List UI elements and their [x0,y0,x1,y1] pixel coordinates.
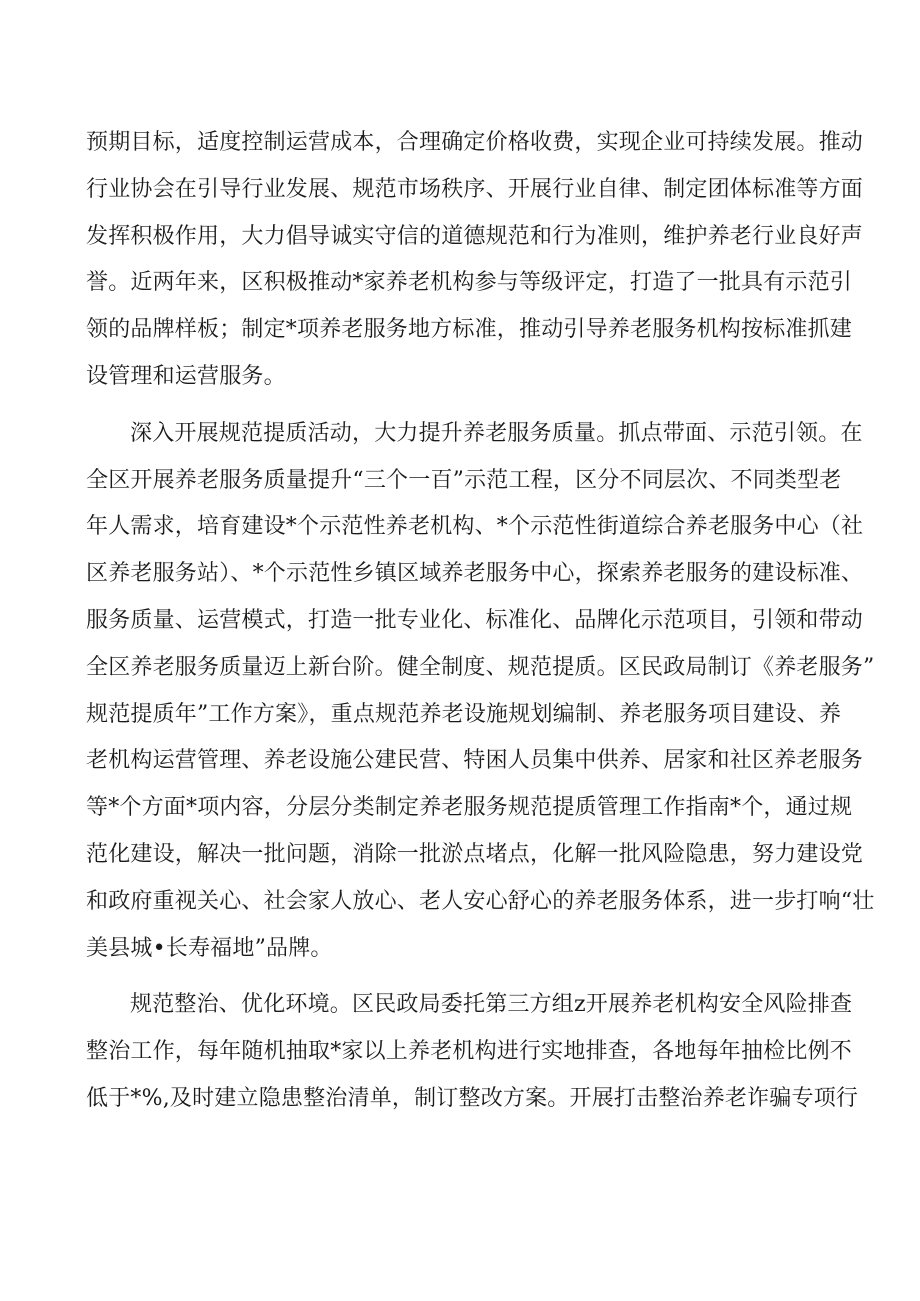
paragraph-1 [86,120,864,401]
text-line: 发挥积极作用，大力倡导诚实守信的道德规范和行为准则，维护养老行业良好声 [86,223,864,249]
paragraph-3 [86,982,859,1122]
text-line: 规范整治、优化环境。区民政局委托第三方组z开展养老机构安全风险排查 [130,992,853,1018]
text-line: 预期目标，适度控制运营成本，合理确定价格收费，实现企业可持续发展。推动 [86,130,864,155]
text-line: 范化建设，解决一批问题，消除一批淤点堵点，化解一批风险隐患，努力建设党 [86,841,864,867]
text-line: 全区养老服务质量迈上新台阶。健全制度、规范提质。区民政局制订《养老服务” [86,654,875,680]
text-line: 规范提质年”工作方案》，重点规范养老设施规划编制、养老服务项目建设、养 [86,701,842,727]
text-line: 领的品牌样板；制定*项养老服务地方标准，推动引导养老服务机构按标准抓建 [86,317,853,343]
text-line: 等*个方面*项内容，分层分类制定养老服务规范提质管理工作指南*个，通过规 [86,795,853,821]
text-line: 低于*%,及时建立隐患整治清单，制订整改方案。开展打击整治养老诈骗专项行 [86,1085,859,1111]
paragraph-spacer [86,401,834,411]
text-line: 美县城•长寿福地”品牌。 [86,935,333,961]
paragraph-2 [86,411,875,973]
paragraph-spacer [86,972,834,982]
text-line: 行业协会在引导行业发展、规范市场秩序、开展行业自律、制定团体标准等方面 [86,176,864,202]
text-line: 和政府重视关心、社会家人放心、老人安心舒心的养老服务体系，进一步打响“壮 [86,888,875,914]
text-line: 服务质量、运营模式，打造一批专业化、标准化、品牌化示范项目，引领和带动 [86,607,864,633]
text-line: 年人需求，培育建设*个示范性养老机构、*个示范性街道综合养老服务中心（社 [86,514,864,540]
text-line: 区养老服务站）、*个示范性乡镇区域养老服务中心，探索养老服务的建设标准、 [86,561,864,587]
document-body [86,120,875,1123]
text-line: 誉。近两年来，区积极推动*家养老机构参与等级评定，打造了一批具有示范引 [86,270,853,296]
text-line: 整治工作，每年随机抽取*家以上养老机构进行实地排查，各地每年抽检比例不 [86,1039,853,1065]
text-line: 老机构运营管理、养老设施公建民营、特困人员集中供养、居家和社区养老服务 [86,748,864,774]
text-line: 设管理和运营服务。 [86,363,286,389]
text-line: 全区开展养老服务质量提升“三个一百”示范工程，区分不同层次、不同类型老 [86,467,842,493]
text-line: 深入开展规范提质活动，大力提升养老服务质量。抓点带面、示范引领。在 [130,420,863,446]
